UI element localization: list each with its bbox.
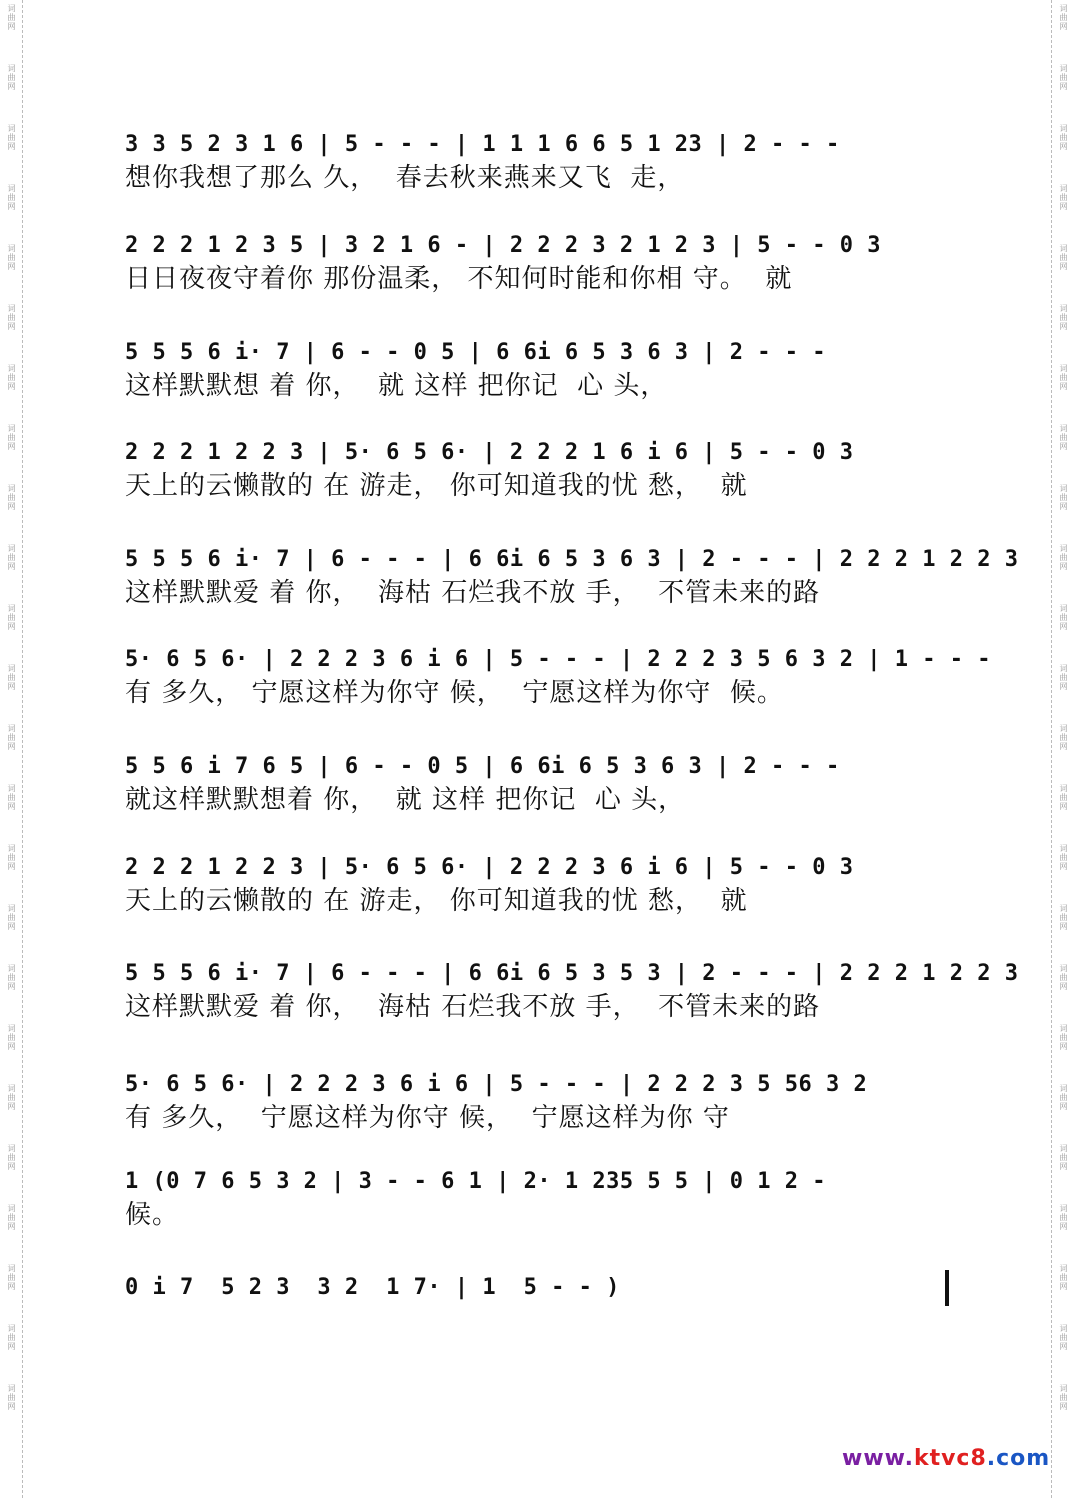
watermark-text: 词曲网: [7, 244, 16, 271]
lyrics-row: 有 多久， 宁愿这样为你守 候， 宁愿这样为你守 候。: [125, 678, 784, 708]
notation-row: 5· 6 5 6· | 2 2 2 3 6 i 6 | 5 - - - | 2 2 2 3 5 6 3 2 | 1 - - -: [125, 647, 991, 672]
watermark-text: 词曲网: [1059, 1144, 1068, 1171]
watermark-text: 词曲网: [1059, 124, 1068, 151]
notation-row: 3 3 5 2 3 1 6 | 5 - - - | 1 1 1 6 6 5 1 23 | 2 - - -: [125, 132, 840, 157]
notation-row: 2 2 2 1 2 2 3 | 5· 6 5 6· | 2 2 2 3 6 i 6 | 5 - - 0 3: [125, 855, 854, 880]
watermark-text: 词曲网: [7, 304, 16, 331]
lyrics-row: 候。: [125, 1200, 180, 1230]
watermark-text: 词曲网: [1059, 724, 1068, 751]
watermark-text: 词曲网: [7, 1024, 16, 1051]
watermark-text: 词曲网: [7, 904, 16, 931]
watermark-text: 词曲网: [1059, 4, 1068, 31]
watermark-text: 词曲网: [7, 124, 16, 151]
final-barline: [945, 1270, 949, 1306]
notation-row: 0 i 7 5 2 3 3 2 1 7· | 1 5 - - ): [125, 1275, 620, 1300]
watermark-text: 词曲网: [1059, 1084, 1068, 1111]
lyrics-row: 有 多久， 宁愿这样为你守 候， 宁愿这样为你 守: [125, 1103, 730, 1133]
watermark-text: 词曲网: [7, 784, 16, 811]
notation-row: 2 2 2 1 2 2 3 | 5· 6 5 6· | 2 2 2 1 6 i 6 | 5 - - 0 3: [125, 440, 854, 465]
watermark-text: 词曲网: [1059, 184, 1068, 211]
watermark-text: 词曲网: [7, 184, 16, 211]
watermark-text: 词曲网: [7, 1204, 16, 1231]
watermark-text: 词曲网: [1059, 304, 1068, 331]
lyrics-row: 日日夜夜守着你 那份温柔， 不知何时能和你相 守。 就: [125, 264, 793, 294]
notation-row: 5 5 5 6 i· 7 | 6 - - 0 5 | 6 6i 6 5 3 6 3 | 2 - - -: [125, 340, 827, 365]
watermark-text: 词曲网: [7, 364, 16, 391]
lyrics-row: 想你我想了那么 久， 春去秋来燕来又飞 走，: [125, 163, 685, 193]
lyrics-row: 天上的云懒散的 在 游走， 你可知道我的忧 愁， 就: [125, 471, 748, 501]
watermark-text: 词曲网: [7, 1144, 16, 1171]
watermark-text: 词曲网: [1059, 1324, 1068, 1351]
watermark-text: 词曲网: [1059, 844, 1068, 871]
site-logo: www.ktvc8.com: [842, 1446, 1051, 1471]
watermark-text: 词曲网: [1059, 784, 1068, 811]
watermark-text: 词曲网: [7, 64, 16, 91]
notation-row: 2 2 2 1 2 3 5 | 3 2 1 6 - | 2 2 2 3 2 1 2 3 | 5 - - 0 3: [125, 233, 881, 258]
watermark-text: 词曲网: [7, 844, 16, 871]
lyrics-row: 就这样默默想着 你， 就 这样 把你记 心 头，: [125, 785, 686, 815]
notation-row: 1 (0 7 6 5 3 2 | 3 - - 6 1 | 2· 1 235 5 5 | 0 1 2 -: [125, 1169, 827, 1194]
watermark-text: 词曲网: [7, 4, 16, 31]
watermark-text: 词曲网: [1059, 664, 1068, 691]
watermark-text: 词曲网: [7, 1384, 16, 1411]
watermark-text: 词曲网: [7, 664, 16, 691]
watermark-text: 词曲网: [7, 484, 16, 511]
watermark-text: 词曲网: [1059, 424, 1068, 451]
watermark-text: 词曲网: [7, 1324, 16, 1351]
left-watermark-strip: [0, 0, 23, 1498]
watermark-text: 词曲网: [1059, 364, 1068, 391]
notation-row: 5 5 5 6 i· 7 | 6 - - - | 6 6i 6 5 3 6 3 | 2 - - - | 2 2 2 1 2 2 3: [125, 547, 1019, 572]
watermark-text: 词曲网: [1059, 1264, 1068, 1291]
notation-row: 5 5 5 6 i· 7 | 6 - - - | 6 6i 6 5 3 5 3 | 2 - - - | 2 2 2 1 2 2 3: [125, 961, 1019, 986]
notation-row: 5 5 6 i 7 6 5 | 6 - - 0 5 | 6 6i 6 5 3 6 3 | 2 - - -: [125, 754, 840, 779]
lyrics-row: 这样默默爱 着 你， 海枯 石烂我不放 手， 不管未来的路: [125, 992, 821, 1022]
lyrics-row: 这样默默爱 着 你， 海枯 石烂我不放 手， 不管未来的路: [125, 578, 821, 608]
right-watermark-strip: [1051, 0, 1074, 1498]
watermark-text: 词曲网: [1059, 964, 1068, 991]
watermark-text: 词曲网: [1059, 484, 1068, 511]
watermark-text: 词曲网: [1059, 64, 1068, 91]
watermark-text: 词曲网: [7, 724, 16, 751]
watermark-text: 词曲网: [7, 604, 16, 631]
watermark-text: 词曲网: [7, 964, 16, 991]
notation-row: 5· 6 5 6· | 2 2 2 3 6 i 6 | 5 - - - | 2 2 2 3 5 56 3 2: [125, 1072, 868, 1097]
watermark-text: 词曲网: [7, 424, 16, 451]
watermark-text: 词曲网: [1059, 1384, 1068, 1411]
watermark-text: 词曲网: [7, 1084, 16, 1111]
watermark-text: 词曲网: [1059, 1204, 1068, 1231]
watermark-text: 词曲网: [7, 544, 16, 571]
lyrics-row: 天上的云懒散的 在 游走， 你可知道我的忧 愁， 就: [125, 886, 748, 916]
lyrics-row: 这样默默想 着 你， 就 这样 把你记 心 头，: [125, 371, 668, 401]
watermark-text: 词曲网: [1059, 904, 1068, 931]
watermark-text: 词曲网: [1059, 544, 1068, 571]
watermark-text: 词曲网: [1059, 244, 1068, 271]
watermark-text: 词曲网: [1059, 604, 1068, 631]
watermark-text: 词曲网: [1059, 1024, 1068, 1051]
watermark-text: 词曲网: [7, 1264, 16, 1291]
